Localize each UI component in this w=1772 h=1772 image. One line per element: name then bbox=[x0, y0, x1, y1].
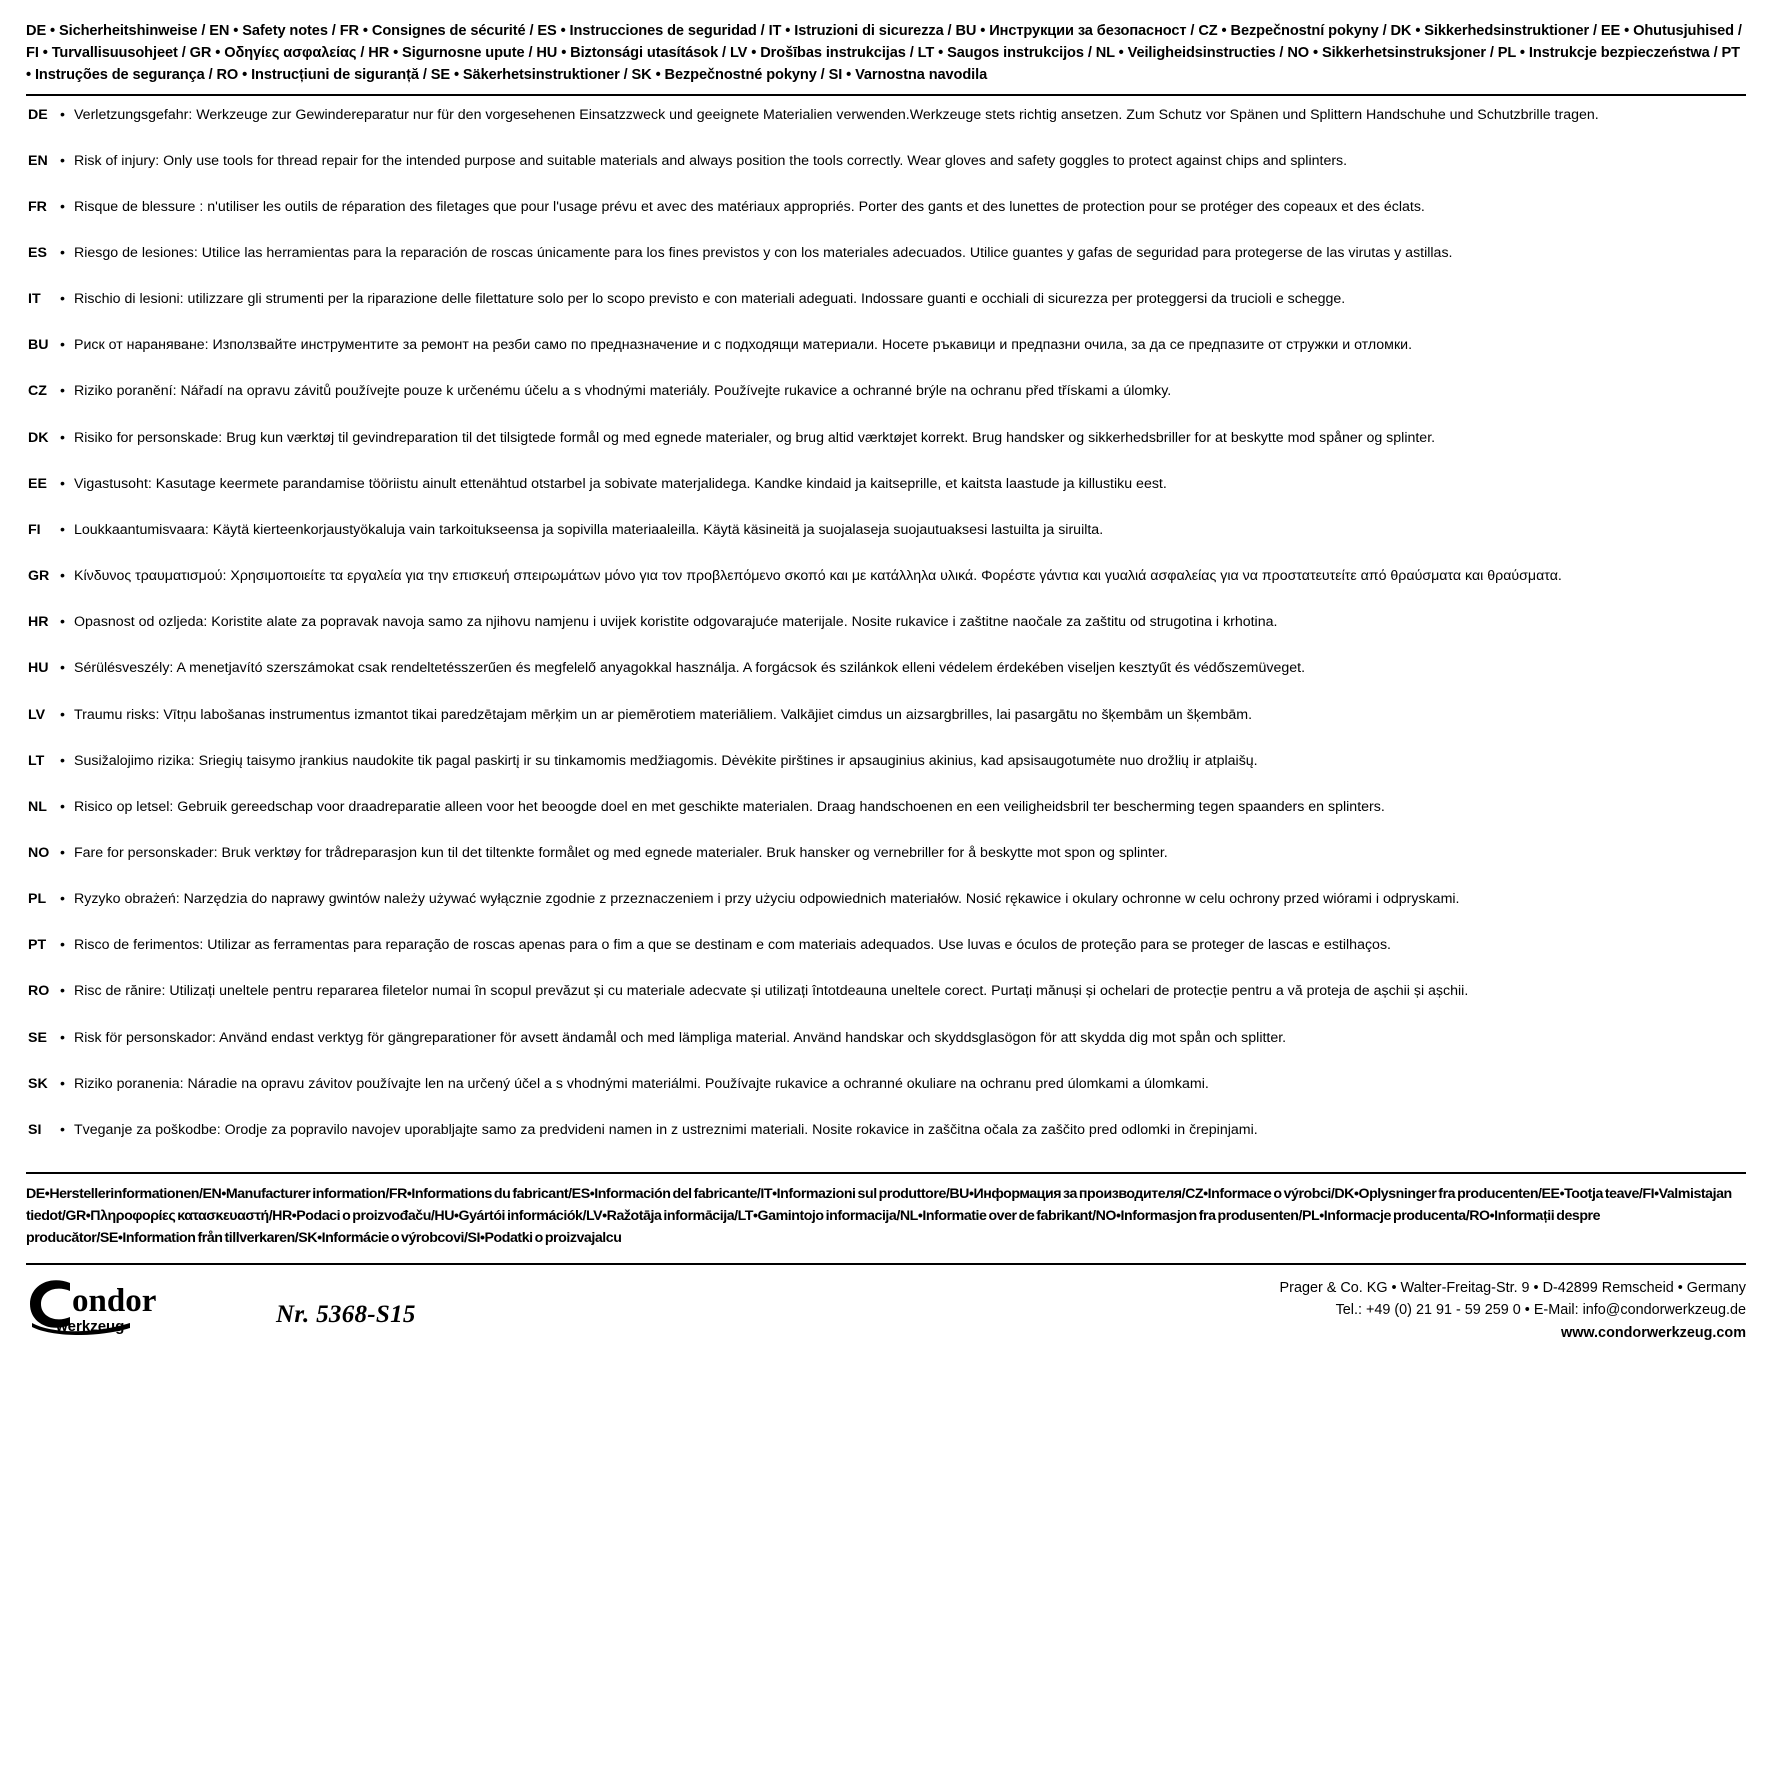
bullet-icon: • bbox=[60, 106, 65, 123]
bullet-icon: • bbox=[60, 521, 65, 538]
safety-note-row bbox=[26, 335, 1746, 355]
language-code: GR bbox=[28, 568, 50, 585]
language-code: SE bbox=[28, 1029, 47, 1046]
footer bbox=[26, 1263, 1746, 1344]
safety-note-text: Risque de blessure : n'utiliser les outils de réparation des filetages que pour l'usage prévu et avec des matériaux appropriés. Porter des gants et des lunettes de protection pour se protéger des copeaux et des éclats. bbox=[74, 198, 1425, 215]
safety-note-text: Tveganje za poškodbe: Orodje za popravilo navojev uporabljajte samo za predvideni namen in z ustreznimi materiali. Nosite rokavice in zaščitna očala za zaščito pred odlomki in črepinjami. bbox=[74, 1121, 1258, 1138]
safety-note-text: Traumu risks: Vītņu labošanas instrumentus izmantot tikai paredzētajam mērķim un ar piemērotiem materiāliem. Valkājiet cimdus un aizsargbrilles, lai pasargātu no šķembām un šķembām. bbox=[74, 706, 1253, 723]
safety-note-row bbox=[26, 197, 1746, 217]
bullet-icon: • bbox=[60, 937, 65, 954]
language-code: NL bbox=[28, 798, 47, 815]
language-code: HU bbox=[28, 660, 49, 677]
safety-note-row bbox=[26, 381, 1746, 401]
safety-notes-list bbox=[26, 96, 1746, 1167]
safety-note-row bbox=[26, 474, 1746, 494]
bullet-icon: • bbox=[60, 337, 65, 354]
safety-note-text: Risico op letsel: Gebruik gereedschap voor draadreparatie alleen voor het beoogde doel en met geschikte materialen. Draag handschoenen en een veiligheidsbril ter bescherming tegen spaanders en splinters. bbox=[74, 798, 1385, 815]
language-code: DK bbox=[28, 429, 49, 446]
svg-text:ondor: ondor bbox=[72, 1283, 157, 1320]
safety-note-text: Risk of injury: Only use tools for thread repair for the intended purpose and suitable materials and always position the tools correctly. Wear gloves and safety goggles to protect against chips and splinters. bbox=[74, 152, 1348, 169]
safety-note-text: Κίνδυνος τραυματισμού: Χρησιμοποιείτε τα εργαλεία για την επισκευή σπειρωμάτων μόνο για τον προβλεπόμενο σκοπό και με κατάλληλα υλικά. Φορέστε γάντια και γυαλιά ασφαλείας για να προστατευτείτε από θραύσματα και θραύσματα. bbox=[74, 568, 1562, 585]
language-code: EE bbox=[28, 475, 47, 492]
safety-note-text: Opasnost od ozljeda: Koristite alate za popravak navoja samo za njihovu namjenu i uvijek koristite odgovarajuće materijale. Nosite rukavice i zaštitne naočale za zaštitu od strugotina i krhotina. bbox=[74, 614, 1278, 631]
bullet-icon: • bbox=[60, 798, 65, 815]
safety-note-row bbox=[26, 289, 1746, 309]
bullet-icon: • bbox=[60, 1029, 65, 1046]
bullet-icon: • bbox=[60, 1075, 65, 1092]
safety-note-row bbox=[26, 151, 1746, 171]
language-code: FI bbox=[28, 521, 41, 538]
safety-note-row bbox=[26, 243, 1746, 263]
bullet-icon: • bbox=[60, 660, 65, 677]
bullet-icon: • bbox=[60, 198, 65, 215]
manufacturer-information-header: DE•Herstellerinformationen/EN•Manufacturer information/FR•Informations du fabricant/ES•Información del fabricante/IT•Informazioni sul produttore/BU•Информация за производителя/CZ•Informace o výrobci/DK•Oplysninger fra producenten/EE•Tootja teave/FI•Valmistajan tiedot/GR•Πληροφορίες κατασκευαστή/HR•Podaci o proizvođaču/HU•Gyártói információk/LV•Ražotāja informācija/LT•Gamintojo informacija/NL•Informatie over de fabrikant/NO•Informasjon fra produsenten/PL•Informacje producenta/RO•Informații despre producător/SE•Information från tillverkaren/SK•Informácie o výrobcovi/SI•Podatki o proizvajalcu bbox=[26, 1172, 1746, 1249]
safety-note-text: Riziko poranenia: Náradie na opravu závitov používajte len na určený účel a s vhodnými materiálmi. Používajte rukavice a ochranné okuliare na ochranu pred úlomkami a úlomkami. bbox=[74, 1075, 1209, 1092]
safety-note-text: Risiko for personskade: Brug kun værktøj til gevindreparation til det tilsigtede formål og med egnede materialer, og brug altid værktøjet korrekt. Brug handsker og sikkerhedsbriller for at beskytte mod spåner og splinter. bbox=[74, 429, 1436, 446]
bullet-icon: • bbox=[60, 152, 65, 169]
condor-logo bbox=[26, 1277, 256, 1336]
bullet-icon: • bbox=[60, 614, 65, 631]
bullet-icon: • bbox=[60, 845, 65, 862]
language-code: PT bbox=[28, 937, 47, 954]
safety-note-text: Riesgo de lesiones: Utilice las herramientas para la reparación de roscas únicamente para los fines previstos y con los materiales adecuados. Utilice guantes y gafas de seguridad para protegerse de las virutas y astillas. bbox=[74, 244, 1453, 261]
bullet-icon: • bbox=[60, 383, 65, 400]
language-code: CZ bbox=[28, 383, 47, 400]
language-code: RO bbox=[28, 983, 50, 1000]
safety-note-text: Риск от нараняване: Използвайте инструментите за ремонт на резби само по предназначение и с подходящи материали. Носете ръкавици и предпазни очила, за да се предпазите от стружки и отломки. bbox=[74, 337, 1413, 354]
bullet-icon: • bbox=[60, 752, 65, 769]
safety-note-text: Risc de rănire: Utilizați uneltele pentru repararea filetelor numai în scopul prevăzut și cu materiale adecvate și utilizați întotdeauna uneltele corect. Purtați mănuși și ochelari de protecție pentru a vă proteja de așchii și așchii. bbox=[74, 983, 1469, 1000]
language-code: IT bbox=[28, 291, 41, 308]
safety-note-row bbox=[26, 797, 1746, 817]
safety-note-row bbox=[26, 658, 1746, 678]
safety-note-row bbox=[26, 981, 1746, 1001]
safety-note-text: Risk för personskador: Använd endast verktyg för gängreparationer för avsett ändamål och med lämpliga material. Använd handskar och skyddsglasögon för att skydda dig mot spån och splitter. bbox=[74, 1029, 1287, 1046]
address-line-1: Prager & Co. KG • Walter-Freitag-Str. 9 • D-42899 Remscheid • Germany bbox=[1279, 1280, 1746, 1297]
safety-note-row bbox=[26, 520, 1746, 540]
company-address bbox=[1280, 1277, 1746, 1344]
language-code: FR bbox=[28, 198, 47, 215]
safety-note-text: Sérülésveszély: A menetjavító szerszámokat csak rendeltetésszerűen és megfelelő anyagokkal használja. A forgácsok és szilánkok elleni védelem érdekében viseljen kesztyűt és védőszemüveget. bbox=[74, 660, 1306, 677]
bullet-icon: • bbox=[60, 891, 65, 908]
language-code: LV bbox=[28, 706, 46, 723]
language-code: SI bbox=[28, 1121, 42, 1138]
safety-note-row bbox=[26, 751, 1746, 771]
bullet-icon: • bbox=[60, 244, 65, 261]
safety-note-row bbox=[26, 1074, 1746, 1094]
safety-note-text: Susižalojimo rizika: Sriegių taisymo įrankius naudokite tik pagal paskirtį ir su tinkamomis medžiagomis. Dėvėkite pirštines ir apsauginius akinius, kad apsisaugotumėte nuo drožlių ir atplaišų. bbox=[74, 752, 1258, 769]
safety-note-row bbox=[26, 889, 1746, 909]
safety-note-text: Loukkaantumisvaara: Käytä kierteenkorjaustyökaluja vain tarkoitukseensa ja sopivilla materiaaleilla. Käytä käsineitä ja suojalaseja suojautuaksesi lastuilta ja siruilta. bbox=[74, 521, 1104, 538]
bullet-icon: • bbox=[60, 291, 65, 308]
bullet-icon: • bbox=[60, 475, 65, 492]
safety-note-row bbox=[26, 1120, 1746, 1140]
address-line-2: Tel.: +49 (0) 21 91 - 59 259 0 • E-Mail: info@condorwerkzeug.de bbox=[1335, 1302, 1746, 1319]
safety-note-text: Risco de ferimentos: Utilizar as ferramentas para reparação de roscas apenas para o fim a que se destinam e com materiais adequados. Use luvas e óculos de proteção para se proteger de lascas e estilhaços. bbox=[74, 937, 1391, 954]
safety-note-text: Ryzyko obrażeń: Narzędzia do naprawy gwintów należy używać wyłącznie zgodnie z przeznaczeniem i przy użyciu odpowiednich materiałów. Nosić rękawice i okulary ochronne w celu ochrony przed wiórami i odpryskami. bbox=[74, 891, 1460, 908]
safety-note-text: Riziko poranění: Nářadí na opravu závitů používejte pouze k určenému účelu a s vhodnými materiály. Používejte rukavice a ochranné brýle na ochranu před třískami a úlomky. bbox=[74, 383, 1172, 400]
safety-note-row bbox=[26, 843, 1746, 863]
article-number: Nr. 5368-S15 bbox=[276, 1301, 416, 1329]
language-code: NO bbox=[28, 845, 50, 862]
safety-note-row bbox=[26, 1028, 1746, 1048]
safety-note-row bbox=[26, 935, 1746, 955]
bullet-icon: • bbox=[60, 568, 65, 585]
safety-note-text: Vigastusoht: Kasutage keermete parandamise tööriistu ainult ettenähtud otstarbel ja sobivate materjalidega. Kandke kindaid ja kaitseprille, et kaitsta laastude ja killustiku eest. bbox=[74, 475, 1167, 492]
safety-note-row bbox=[26, 566, 1746, 586]
safety-note-row bbox=[26, 612, 1746, 632]
language-code: BU bbox=[28, 337, 49, 354]
safety-note-row bbox=[26, 105, 1746, 125]
language-code: PL bbox=[28, 891, 47, 908]
safety-note-text: Rischio di lesioni: utilizzare gli strumenti per la riparazione delle filettature solo per lo scopo previsto e con materiali adeguati. Indossare guanti e occhiali di sicurezza per proteggersi da trucioli e schegge. bbox=[74, 291, 1346, 308]
safety-note-text: Fare for personskader: Bruk verktøy for trådreparasjon kun til det tiltenkte formålet og med egnede materialer. Bruk hansker og vernebriller for å beskytte mot spon og splinter. bbox=[74, 845, 1168, 862]
bullet-icon: • bbox=[60, 1121, 65, 1138]
bullet-icon: • bbox=[60, 706, 65, 723]
bullet-icon: • bbox=[60, 983, 65, 1000]
language-header: DE • Sicherheitshinweise / EN • Safety notes / FR • Consignes de sécurité / ES • Instrucciones de seguridad / IT • Istruzioni di sicurezza / BU • Инструкции за безопасност / CZ • Bezpečnostní pokyny / DK • Sikkerhedsinstruktioner / EE • Ohutusjuhised / FI • Turvallisuusohjeet / GR • Οδηγίες ασφαλείας / HR • Sigurnosne upute / HU • Biztonsági utasítások / LV • Drošības instrukcijas / LT • Saugos instrukcijos / NL • Veiligheidsinstructies / NO • Sikkerhetsinstruksjoner / PL • Instrukcje bezpieczeństwa / PT • Instruções de segurança / RO • Instrucțiuni de siguranță / SE • Säkerhetsinstruktioner / SK • Bezpečnostné pokyny / SI • Varnostna navodila bbox=[26, 18, 1746, 96]
language-code: ES bbox=[28, 244, 47, 261]
safety-note-row bbox=[26, 428, 1746, 448]
language-code: DE bbox=[28, 106, 48, 123]
language-code: LT bbox=[28, 752, 45, 769]
language-code: EN bbox=[28, 152, 48, 169]
svg-text:werkzeug: werkzeug bbox=[56, 1318, 125, 1336]
website-url[interactable]: www.condorwerkzeug.com bbox=[1561, 1324, 1746, 1341]
brand-block bbox=[26, 1277, 416, 1336]
bullet-icon: • bbox=[60, 429, 65, 446]
safety-note-text: Verletzungsgefahr: Werkzeuge zur Gewindereparatur nur für den vorgesehenen Einsatzzweck und geeignete Materialien verwenden.Werkzeuge stets richtig ansetzen. Zum Schutz vor Spänen und Splittern Handschuhe und Schutzbrille tragen. bbox=[74, 106, 1599, 123]
language-code: HR bbox=[28, 614, 49, 631]
safety-note-row bbox=[26, 705, 1746, 725]
language-code: SK bbox=[28, 1075, 48, 1092]
